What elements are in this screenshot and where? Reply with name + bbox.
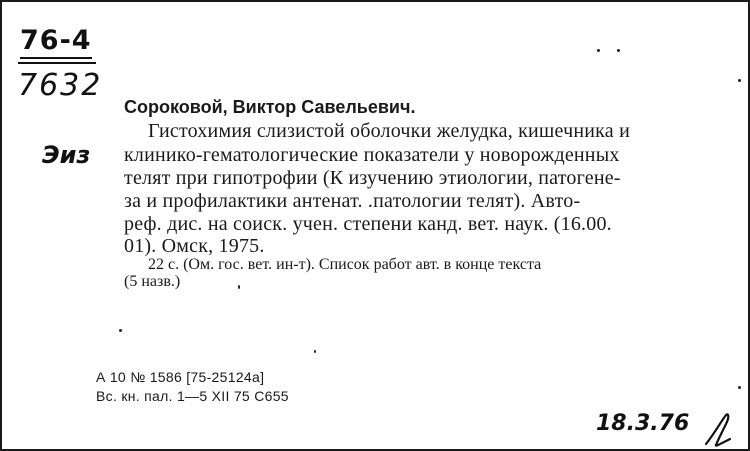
paper-speck (314, 350, 316, 353)
collation-line: (5 назв.) (124, 273, 181, 290)
call-number-underline (18, 62, 96, 64)
handwritten-date: 18.3.76 (596, 411, 690, 436)
handwritten-inventory-number: 7632 (18, 68, 103, 103)
paper-speck (738, 386, 741, 389)
collation-line: 22 с. (Ом. гос. вет. ин-т). Список работ авт. в конце текста (148, 256, 542, 273)
title-line: клинико-гематологические показатели у новорожденных (124, 144, 620, 166)
catalog-chamber-line: Вс. кн. пал. 1—5 XII 75 С655 (96, 388, 289, 404)
handwritten-call-number: 76-4 (20, 26, 92, 59)
paper-speck (238, 285, 240, 289)
paper-speck (617, 49, 620, 52)
paper-speck (738, 79, 741, 82)
title-line: телят при гипотрофии (К изучению этиологии, патогене- (124, 167, 621, 189)
catalog-number-line: А 10 № 1586 [75-25124а] (96, 369, 265, 385)
title-line: за и профилактики антенат. .патологии телят). Авто- (124, 190, 581, 212)
paper-speck (597, 49, 600, 52)
signature-mark (700, 412, 734, 448)
author-heading: Сороковой, Виктор Савельевич. (124, 97, 416, 117)
title-line: реф. дис. на соиск. учен. степени канд. вет. наук. (16.00. (124, 213, 612, 235)
paper-speck (119, 329, 122, 332)
title-line: Гистохимия слизистой оболочки желудка, кишечника и (148, 120, 630, 142)
handwritten-location-mark: Эиз (42, 141, 91, 169)
title-line: 01). Омск, 1975. (124, 235, 265, 257)
